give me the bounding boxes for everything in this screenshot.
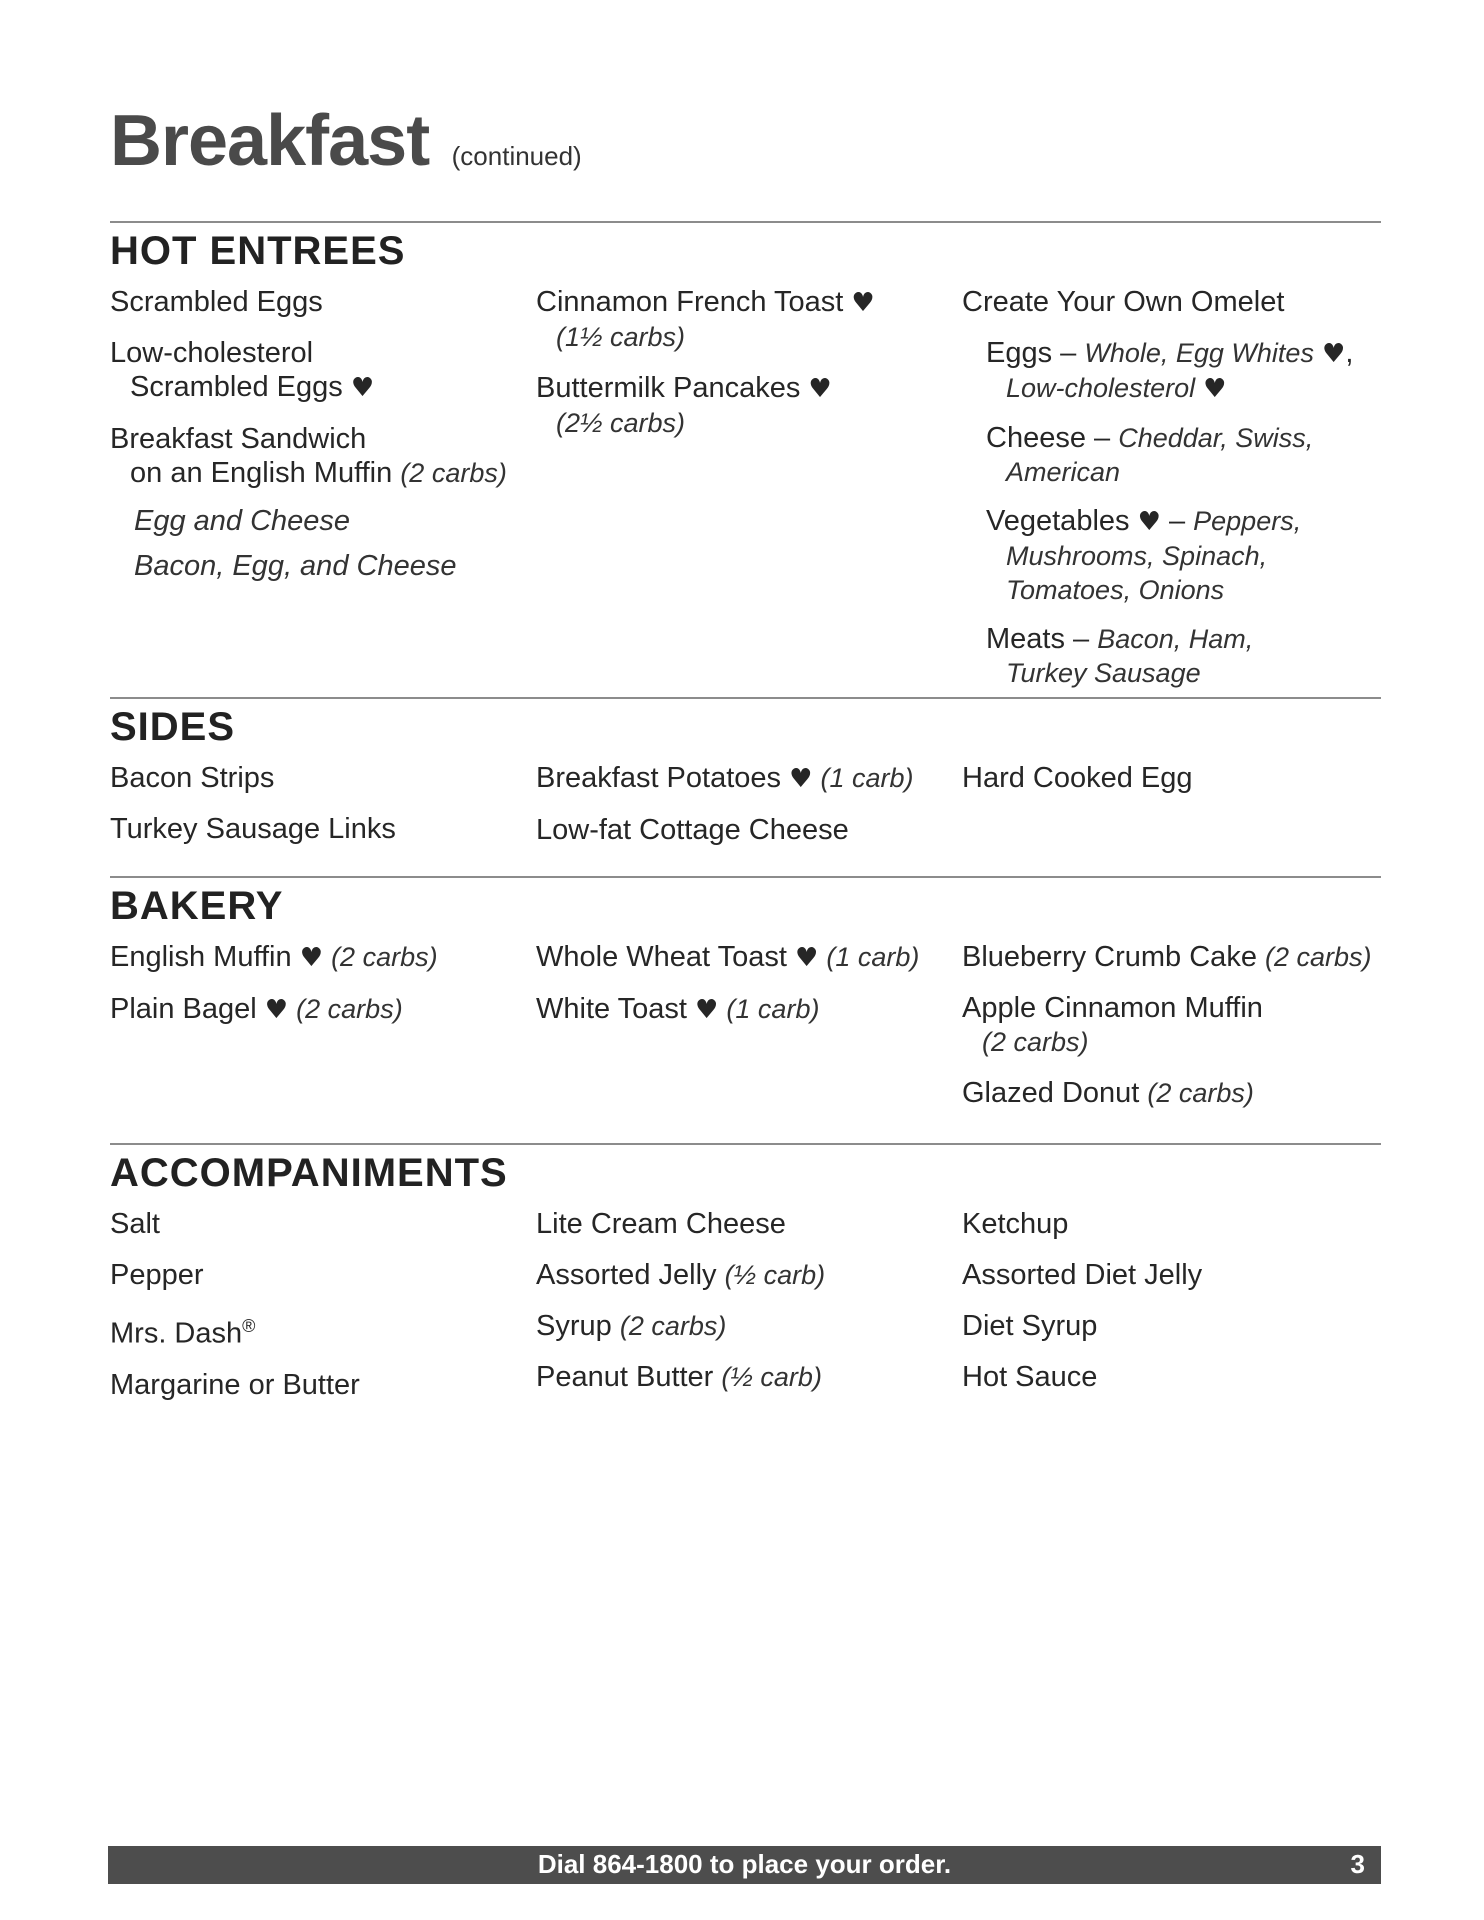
heart-icon: ♥	[1322, 339, 1346, 369]
option-choices: Cheddar, Swiss,	[1118, 423, 1314, 453]
menu-item-cottage-cheese[interactable]: Low-fat Cottage Cheese	[536, 814, 849, 846]
heart-icon: ♥	[1137, 507, 1161, 537]
menu-item-lite-cream-cheese[interactable]: Lite Cream Cheese	[536, 1208, 786, 1240]
menu-item-pepper[interactable]: Pepper	[110, 1259, 204, 1291]
menu-item-bacon[interactable]: Bacon Strips	[110, 762, 275, 794]
column-2	[536, 1207, 962, 1419]
carb-count: (1½ carbs)	[556, 322, 686, 352]
heart-icon: ♥	[794, 943, 819, 973]
menu-item-assorted-jelly[interactable]	[536, 1258, 962, 1292]
section-hot-entrees	[110, 221, 1381, 705]
carb-count: (2 carbs)	[400, 458, 507, 488]
item-name-line: on an English Muffin	[130, 457, 393, 489]
section-heading: ACCOMPANIMENTS	[110, 1151, 508, 1195]
carb-count: (1 carb)	[826, 942, 920, 972]
menu-item-pancakes[interactable]	[536, 371, 962, 440]
column-2	[536, 761, 962, 864]
footer-bar	[108, 1846, 1381, 1884]
item-name-line: Scrambled Eggs	[130, 371, 343, 403]
option-label: Cheese	[986, 422, 1086, 454]
heart-icon: ♥	[695, 995, 719, 1025]
page-number: 3	[1350, 1849, 1365, 1879]
column-1	[110, 1207, 536, 1419]
menu-item-potatoes[interactable]	[536, 761, 962, 796]
item-name: English Muffin	[110, 941, 292, 973]
column-2	[536, 940, 962, 1127]
item-name: Assorted Jelly	[536, 1259, 717, 1291]
option-choices: American	[1006, 457, 1121, 487]
carb-count: (2 carbs)	[1147, 1078, 1254, 1108]
carb-count: (2 carbs)	[982, 1027, 1089, 1057]
option-label: Meats	[986, 623, 1065, 655]
section-bakery	[110, 876, 1381, 1127]
menu-item-syrup[interactable]	[536, 1309, 962, 1343]
divider	[110, 697, 1381, 699]
column-1	[110, 940, 536, 1127]
heart-icon: ♥	[808, 374, 832, 404]
carb-count: (2½ carbs)	[556, 408, 686, 438]
menu-item-omelet[interactable]: Create Your Own Omelet	[962, 286, 1285, 318]
divider	[110, 221, 1381, 223]
footer-message: Dial 864-1800 to place your order.	[537, 1849, 952, 1879]
option-label: Eggs	[986, 337, 1053, 369]
carb-count: (2 carbs)	[619, 1311, 727, 1341]
page-header	[110, 100, 582, 180]
option-choices: Tomatoes, Onions	[1006, 575, 1225, 605]
column-3	[962, 1207, 1388, 1419]
menu-item-crumb-cake[interactable]	[962, 940, 1388, 974]
item-name-line: Breakfast Sandwich	[110, 423, 367, 455]
menu-item-wheat-toast[interactable]	[536, 940, 962, 975]
heart-icon: ♥	[851, 288, 875, 318]
section-heading: HOT ENTREES	[110, 229, 406, 273]
column-1	[110, 285, 536, 705]
item-name: Cinnamon French Toast	[536, 286, 844, 318]
menu-item-ketchup[interactable]: Ketchup	[962, 1208, 1069, 1240]
sandwich-option-egg-cheese[interactable]: Egg and Cheese	[134, 505, 351, 537]
item-name: White Toast	[536, 993, 687, 1025]
item-name: Mrs. Dash	[110, 1317, 243, 1350]
menu-item-salt[interactable]: Salt	[110, 1208, 160, 1240]
menu-item-hard-cooked-egg[interactable]: Hard Cooked Egg	[962, 762, 1193, 794]
option-label: Vegetables	[986, 505, 1130, 537]
menu-item-peanut-butter[interactable]	[536, 1360, 962, 1394]
menu-item-apple-muffin[interactable]	[962, 991, 1388, 1059]
heart-icon: ♥	[1203, 374, 1227, 404]
section-heading: SIDES	[110, 705, 236, 749]
heart-icon: ♥	[264, 995, 289, 1025]
section-sides	[110, 697, 1381, 864]
menu-item-margarine[interactable]: Margarine or Butter	[110, 1368, 360, 1401]
item-name: Plain Bagel	[110, 993, 257, 1025]
item-name: Whole Wheat Toast	[536, 941, 787, 973]
option-choices: Turkey Sausage	[1006, 658, 1201, 688]
menu-item-breakfast-sandwich[interactable]	[110, 422, 536, 490]
option-choices: Whole, Egg Whites	[1084, 338, 1314, 368]
heart-icon: ♥	[350, 373, 375, 403]
section-heading: BAKERY	[110, 884, 284, 928]
heart-icon: ♥	[299, 943, 323, 973]
menu-item-glazed-donut[interactable]	[962, 1076, 1388, 1110]
column-3	[962, 285, 1388, 705]
registered-mark: ®	[242, 1316, 256, 1336]
omelet-option-meats[interactable]: Meats – Bacon, Ham, Turkey Sausage	[986, 622, 1388, 690]
option-choices: Low-cholesterol	[1006, 373, 1196, 403]
column-3	[962, 940, 1388, 1127]
item-name: Buttermilk Pancakes	[536, 372, 801, 404]
menu-item-lowchol-eggs[interactable]	[110, 336, 536, 405]
item-name: Peanut Butter	[536, 1361, 714, 1393]
menu-item-hot-sauce[interactable]: Hot Sauce	[962, 1361, 1098, 1393]
carb-count: (2 carbs)	[1265, 942, 1372, 972]
item-name: Blueberry Crumb Cake	[962, 941, 1257, 973]
menu-item-french-toast[interactable]	[536, 285, 962, 354]
section-accompaniments	[110, 1143, 1381, 1419]
menu-item-white-toast[interactable]	[536, 992, 962, 1027]
carb-count: (½ carb)	[724, 1260, 826, 1290]
carb-count: (1 carb)	[820, 763, 914, 793]
carb-count: (2 carbs)	[331, 942, 438, 972]
item-name: Apple Cinnamon Muffin	[962, 992, 1263, 1024]
menu-item-plain-bagel[interactable]	[110, 992, 536, 1027]
heart-icon: ♥	[789, 764, 813, 794]
omelet-option-vegetables[interactable]: Vegetables ♥ – Peppers, Mushrooms, Spinach, Tomatoes, Onions	[986, 504, 1388, 607]
page-subtitle: (continued)	[451, 141, 582, 171]
omelet-option-eggs[interactable]: Eggs – Whole, Egg Whites ♥, Low-cholesterol ♥	[986, 337, 1354, 404]
carb-count: (½ carb)	[721, 1362, 822, 1392]
carb-count: (1 carb)	[726, 994, 820, 1024]
carb-count: (2 carbs)	[296, 994, 403, 1024]
menu-item-mrs-dash[interactable]	[110, 1309, 536, 1351]
sandwich-option-bacon-egg-cheese[interactable]: Bacon, Egg, and Cheese	[134, 550, 457, 582]
column-2	[536, 285, 962, 705]
option-choices: Bacon, Ham,	[1097, 624, 1254, 654]
menu-item-diet-jelly[interactable]: Assorted Diet Jelly	[962, 1259, 1203, 1291]
item-name: Syrup	[536, 1310, 612, 1342]
item-name-line: Low-cholesterol	[110, 337, 314, 369]
option-choices: Peppers,	[1193, 506, 1302, 536]
divider	[110, 876, 1381, 878]
item-name: Glazed Donut	[962, 1077, 1140, 1109]
menu-item-english-muffin[interactable]	[110, 940, 536, 975]
item-name: Breakfast Potatoes	[536, 762, 782, 794]
omelet-option-cheese[interactable]: Cheese – Cheddar, Swiss, American	[986, 421, 1388, 489]
column-3	[962, 761, 1388, 864]
divider	[110, 1143, 1381, 1145]
menu-item-scrambled-eggs[interactable]: Scrambled Eggs	[110, 286, 323, 318]
page-title: Breakfast	[110, 101, 430, 181]
column-1	[110, 761, 536, 864]
menu-item-diet-syrup[interactable]: Diet Syrup	[962, 1310, 1098, 1342]
menu-item-turkey-sausage[interactable]: Turkey Sausage Links	[110, 813, 396, 845]
option-choices: Mushrooms, Spinach,	[1006, 541, 1268, 571]
